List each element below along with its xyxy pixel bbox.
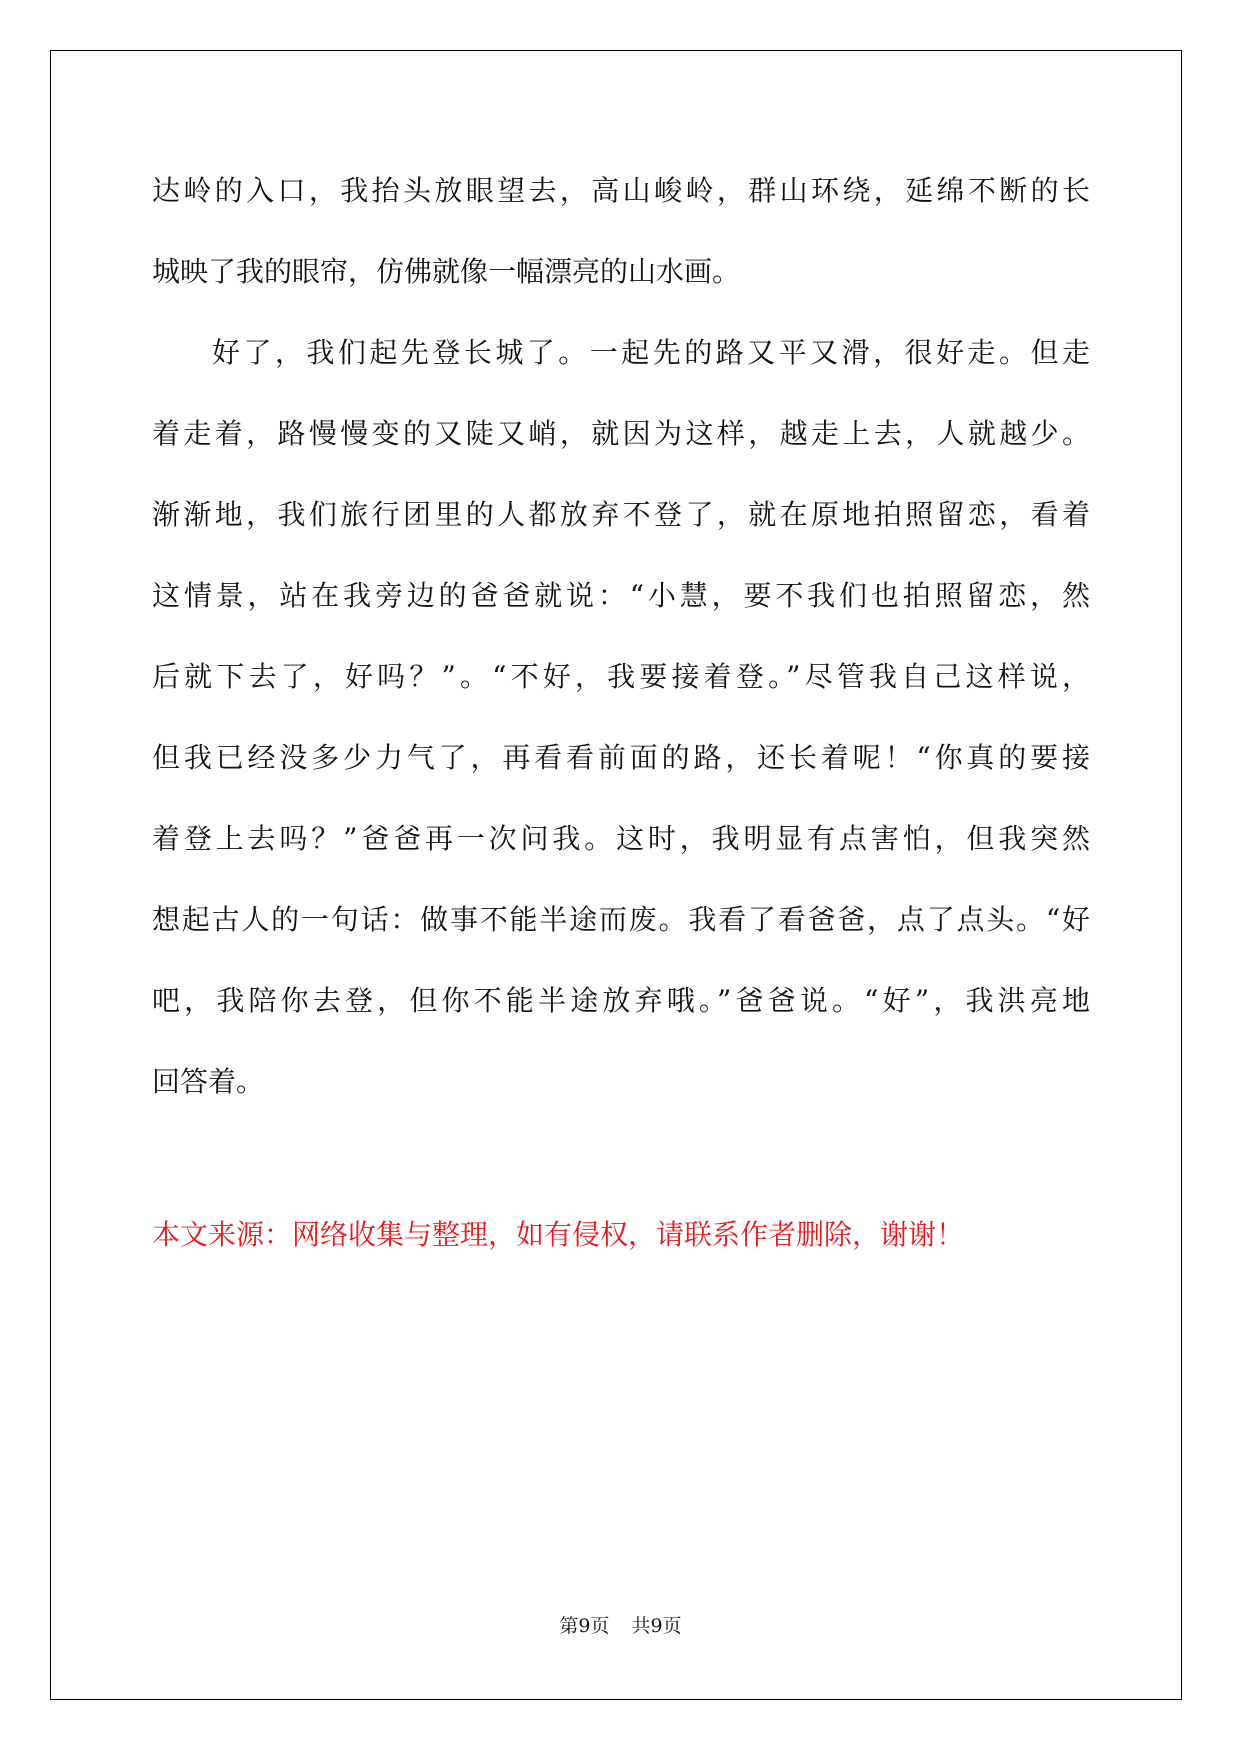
paragraph-2-line-1: 好了，我们起先登长城了。一起先的路又平又滑，很好走。但走 xyxy=(212,336,1090,369)
paragraph-2-line-7: 着登上去吗？”爸爸再一次问我。这时，我明显有点害怕，但我突然 xyxy=(152,822,1090,855)
paragraph-2-line-3: 渐渐地，我们旅行团里的人都放弃不登了，就在原地拍照留恋，看着 xyxy=(152,498,1090,531)
page-footer xyxy=(0,1614,1241,1638)
page-total: 共9页 xyxy=(631,1615,682,1637)
paragraph-2-line-8: 想起古人的一句话：做事不能半途而废。我看了看爸爸，点了点头。“好 xyxy=(152,903,1090,936)
paragraph-1-line-2: 城映了我的眼帘，仿佛就像一幅漂亮的山水画。 xyxy=(152,255,741,288)
page-number: 第9页 xyxy=(559,1615,610,1637)
paragraph-1-line-1: 达岭的入口，我抬头放眼望去，高山峻岭，群山环绕，延绵不断的长 xyxy=(152,174,1090,207)
paragraph-2-line-10: 回答着。 xyxy=(152,1065,265,1098)
source-note: 本文来源：网络收集与整理，如有侵权，请联系作者删除，谢谢！ xyxy=(152,1218,965,1251)
paragraph-2-line-2: 着走着，路慢慢变的又陡又峭，就因为这样，越走上去，人就越少。 xyxy=(152,417,1090,450)
paragraph-2-line-9: 吧，我陪你去登，但你不能半途放弃哦。”爸爸说。“好”，我洪亮地 xyxy=(152,984,1090,1017)
document-body xyxy=(152,158,1090,1130)
paragraph-2-line-6: 但我已经没多少力气了，再看看前面的路，还长着呢！“你真的要接 xyxy=(152,741,1090,774)
paragraph-2-line-5: 后就下去了，好吗？”。“不好，我要接着登。”尽管我自己这样说， xyxy=(152,660,1090,693)
paragraph-2-line-4: 这情景，站在我旁边的爸爸就说：“小慧，要不我们也拍照留恋，然 xyxy=(152,579,1090,612)
